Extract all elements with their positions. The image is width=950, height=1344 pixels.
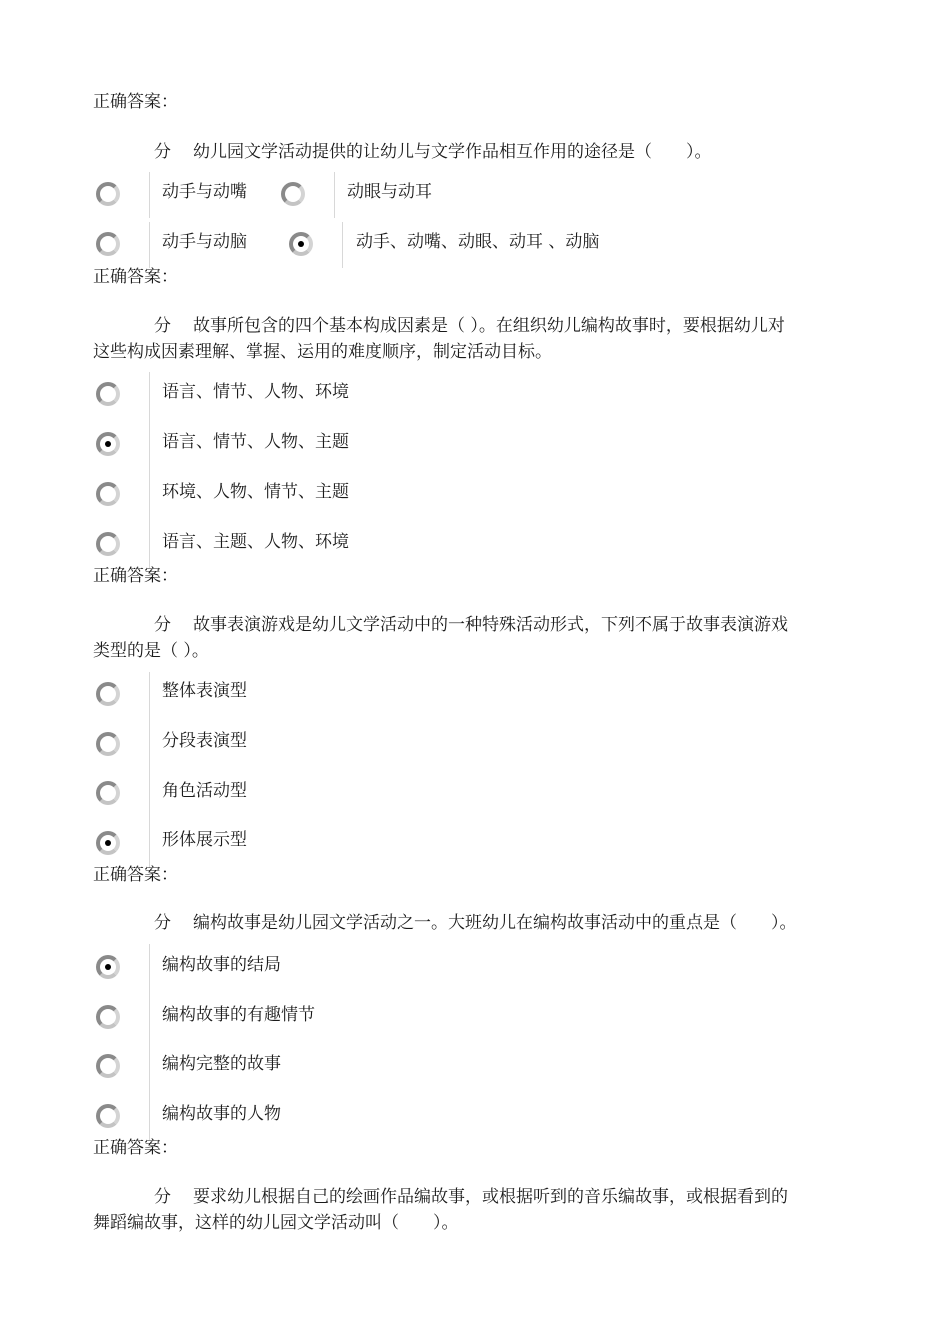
q4-option-b-radio[interactable] bbox=[96, 1005, 120, 1029]
question-2-line-1: 故事所包含的四个基本构成因素是（ ）。在组织幼儿编构故事时，要根据幼儿对 bbox=[193, 316, 785, 336]
q2-option-d-radio[interactable] bbox=[96, 532, 120, 556]
correct-answer-label: 正确答案： bbox=[93, 865, 178, 885]
question-2-line-2: 这些构成因素理解、掌握、运用的难度顺序，制定活动目标。 bbox=[93, 342, 552, 362]
q4-option-b-label: 编构故事的有趣情节 bbox=[162, 1005, 315, 1025]
q3-option-d-label: 形体展示型 bbox=[162, 830, 247, 850]
q1-option-b-label: 动眼与动耳 bbox=[347, 182, 432, 202]
option-divider bbox=[149, 222, 150, 268]
q3-option-a-radio[interactable] bbox=[96, 682, 120, 706]
question-4-line-1: 编构故事是幼儿园文学活动之一。大班幼儿在编构故事活动中的重点是（ ）。 bbox=[193, 913, 797, 933]
q1-option-d-label: 动手、动嘴、动眼、动耳 、动脑 bbox=[356, 232, 600, 252]
q3-option-c-radio[interactable] bbox=[96, 781, 120, 805]
correct-answer-label: 正确答案： bbox=[93, 92, 178, 112]
option-divider bbox=[342, 222, 343, 268]
q3-option-a-label: 整体表演型 bbox=[162, 681, 247, 701]
q2-option-a-label: 语言、情节、人物、环境 bbox=[162, 382, 349, 402]
q4-option-d-label: 编构故事的人物 bbox=[162, 1104, 281, 1124]
score-label: 分 bbox=[154, 1187, 171, 1207]
q3-option-b-radio[interactable] bbox=[96, 732, 120, 756]
score-label: 分 bbox=[154, 615, 171, 635]
q1-option-a-label: 动手与动嘴 bbox=[162, 182, 247, 202]
q1-option-a-radio[interactable] bbox=[96, 182, 120, 206]
question-3-text bbox=[154, 613, 788, 637]
q4-option-a-radio[interactable] bbox=[96, 955, 120, 979]
option-divider bbox=[149, 372, 150, 568]
q4-option-c-label: 编构完整的故事 bbox=[162, 1054, 281, 1074]
q4-option-d-radio[interactable] bbox=[96, 1104, 120, 1128]
q2-option-d-label: 语言、主题、人物、环境 bbox=[162, 532, 349, 552]
score-label: 分 bbox=[154, 142, 171, 162]
q4-option-a-label: 编构故事的结局 bbox=[162, 955, 281, 975]
q4-option-c-radio[interactable] bbox=[96, 1054, 120, 1078]
score-label: 分 bbox=[154, 913, 171, 933]
score-label: 分 bbox=[154, 316, 171, 336]
correct-answer-label: 正确答案： bbox=[93, 1138, 178, 1158]
question-4-text bbox=[154, 911, 797, 935]
question-3-line-1: 故事表演游戏是幼儿文学活动中的一种特殊活动形式，下列不属于故事表演游戏 bbox=[193, 615, 788, 635]
q1-option-c-label: 动手与动脑 bbox=[162, 232, 247, 252]
question-3-line-2: 类型的是（ ）。 bbox=[93, 641, 209, 661]
question-5-line-2: 舞蹈编故事，这样的幼儿园文学活动叫（ ）。 bbox=[93, 1213, 459, 1233]
q1-option-d-radio[interactable] bbox=[289, 232, 313, 256]
question-2-text bbox=[154, 314, 785, 338]
correct-answer-label: 正确答案： bbox=[93, 566, 178, 586]
q3-option-d-radio[interactable] bbox=[96, 831, 120, 855]
q1-option-b-radio[interactable] bbox=[281, 182, 305, 206]
option-divider bbox=[149, 172, 150, 218]
question-5-line-1: 要求幼儿根据自己的绘画作品编故事，或根据听到的音乐编故事，或根据看到的 bbox=[193, 1187, 788, 1207]
q2-option-b-radio[interactable] bbox=[96, 432, 120, 456]
option-divider bbox=[149, 944, 150, 1140]
question-1-line-1: 幼儿园文学活动提供的让幼儿与文学作品相互作用的途径是（ ）。 bbox=[193, 142, 712, 162]
question-1-text bbox=[154, 140, 712, 164]
option-divider bbox=[149, 672, 150, 868]
q2-option-c-label: 环境、人物、情节、主题 bbox=[162, 482, 349, 502]
q2-option-c-radio[interactable] bbox=[96, 482, 120, 506]
q1-option-c-radio[interactable] bbox=[96, 232, 120, 256]
q2-option-a-radio[interactable] bbox=[96, 382, 120, 406]
option-divider bbox=[334, 172, 335, 218]
q3-option-b-label: 分段表演型 bbox=[162, 731, 247, 751]
q2-option-b-label: 语言、情节、人物、主题 bbox=[162, 432, 349, 452]
correct-answer-label: 正确答案： bbox=[93, 267, 178, 287]
question-5-text bbox=[154, 1185, 788, 1209]
q3-option-c-label: 角色活动型 bbox=[162, 781, 247, 801]
